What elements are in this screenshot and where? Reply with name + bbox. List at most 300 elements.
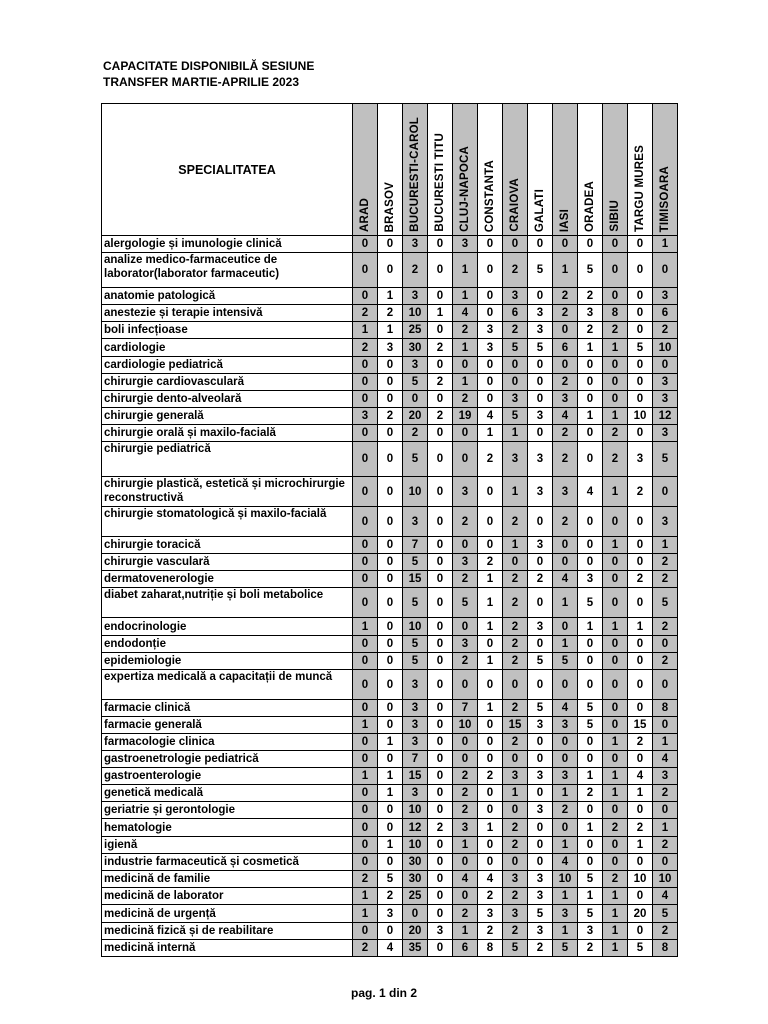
capacity-value: 0 [428, 588, 453, 618]
capacity-value: 1 [453, 253, 478, 288]
capacity-value: 4 [653, 751, 678, 768]
capacity-value: 4 [378, 940, 403, 957]
city-header [378, 104, 403, 236]
table-row [102, 537, 678, 554]
capacity-value: 0 [603, 571, 628, 588]
capacity-value: 35 [403, 940, 428, 957]
capacity-value: 3 [628, 442, 653, 477]
capacity-value: 2 [578, 785, 603, 802]
capacity-value: 0 [653, 357, 678, 374]
capacity-value: 2 [553, 507, 578, 537]
capacity-value: 1 [478, 819, 503, 837]
capacity-value: 5 [578, 871, 603, 888]
capacity-value: 0 [578, 236, 603, 253]
city-header [478, 104, 503, 236]
capacity-value: 3 [478, 339, 503, 357]
capacity-value: 4 [478, 408, 503, 425]
specialty-name: diabet zaharat,nutriție și boli metabolice [102, 588, 353, 618]
capacity-value: 0 [628, 425, 653, 442]
city-header [528, 104, 553, 236]
specialty-name: anestezie și terapie intensivă [102, 305, 353, 322]
capacity-value: 2 [503, 253, 528, 288]
capacity-value: 3 [403, 700, 428, 717]
capacity-value: 0 [353, 588, 378, 618]
capacity-value: 2 [603, 322, 628, 339]
capacity-value: 0 [553, 322, 578, 339]
capacity-value: 3 [428, 923, 453, 940]
capacity-value: 3 [578, 571, 603, 588]
capacity-value: 1 [653, 236, 678, 253]
capacity-value: 5 [653, 588, 678, 618]
capacity-value: 0 [628, 305, 653, 322]
capacity-value: 5 [528, 339, 553, 357]
capacity-value: 0 [603, 357, 628, 374]
table-row [102, 588, 678, 618]
capacity-value: 5 [628, 940, 653, 957]
capacity-value: 3 [653, 425, 678, 442]
capacity-value: 5 [553, 653, 578, 670]
capacity-value: 0 [628, 357, 653, 374]
capacity-value: 3 [378, 339, 403, 357]
capacity-value: 0 [353, 507, 378, 537]
capacity-value: 0 [453, 425, 478, 442]
city-header [403, 104, 428, 236]
table-row [102, 374, 678, 391]
table-row [102, 923, 678, 940]
city-header-label: CONSTANTA [484, 159, 496, 232]
capacity-value: 2 [603, 871, 628, 888]
capacity-value: 0 [578, 751, 603, 768]
capacity-value: 3 [503, 288, 528, 305]
capacity-value: 1 [378, 288, 403, 305]
capacity-value: 5 [503, 339, 528, 357]
capacity-value: 30 [403, 339, 428, 357]
table-row [102, 305, 678, 322]
capacity-value: 0 [478, 253, 503, 288]
capacity-value: 3 [528, 322, 553, 339]
capacity-value: 5 [503, 408, 528, 425]
table-row [102, 618, 678, 636]
capacity-value: 0 [628, 253, 653, 288]
capacity-value: 3 [528, 537, 553, 554]
capacity-value: 0 [353, 802, 378, 819]
table-row [102, 322, 678, 339]
specialty-name: alergologie și imunologie clinică [102, 236, 353, 253]
table-row [102, 751, 678, 768]
capacity-value: 1 [353, 717, 378, 734]
capacity-value: 3 [403, 717, 428, 734]
capacity-value: 0 [478, 751, 503, 768]
capacity-value: 1 [453, 374, 478, 391]
capacity-value: 0 [528, 507, 553, 537]
capacity-value: 2 [453, 802, 478, 819]
capacity-value: 1 [378, 322, 403, 339]
capacity-value: 3 [553, 905, 578, 923]
city-header-label: IASI [559, 208, 571, 232]
capacity-value: 0 [428, 940, 453, 957]
capacity-value: 1 [478, 700, 503, 717]
capacity-value: 1 [353, 322, 378, 339]
capacity-value: 0 [528, 588, 553, 618]
capacity-value: 2 [478, 768, 503, 785]
capacity-value: 0 [528, 236, 553, 253]
capacity-value: 2 [503, 837, 528, 854]
capacity-value: 3 [528, 408, 553, 425]
capacity-value: 0 [578, 802, 603, 819]
capacity-value: 0 [453, 357, 478, 374]
capacity-value: 2 [353, 339, 378, 357]
city-header-label: BRASOV [384, 181, 396, 232]
specialty-name: cardiologie pediatrică [102, 357, 353, 374]
capacity-value: 0 [453, 670, 478, 700]
capacity-value: 0 [628, 751, 653, 768]
capacity-value: 2 [653, 785, 678, 802]
capacity-value: 2 [628, 734, 653, 751]
capacity-value: 5 [553, 940, 578, 957]
capacity-value: 7 [403, 751, 428, 768]
capacity-value: 0 [378, 636, 403, 653]
capacity-value: 3 [403, 734, 428, 751]
capacity-value: 0 [478, 636, 503, 653]
capacity-value: 1 [503, 477, 528, 507]
capacity-value: 10 [628, 871, 653, 888]
specialty-name: gastroenetrologie pediatrică [102, 751, 353, 768]
capacity-value: 1 [503, 537, 528, 554]
capacity-value: 6 [503, 305, 528, 322]
capacity-value: 3 [503, 871, 528, 888]
capacity-value: 5 [453, 588, 478, 618]
capacity-value: 10 [403, 802, 428, 819]
document-title [103, 58, 314, 90]
capacity-value: 2 [653, 837, 678, 854]
capacity-value: 0 [378, 670, 403, 700]
capacity-value: 1 [653, 819, 678, 837]
capacity-value: 1 [553, 785, 578, 802]
capacity-value: 0 [378, 425, 403, 442]
capacity-value: 2 [578, 940, 603, 957]
capacity-value: 2 [453, 507, 478, 537]
capacity-value: 0 [428, 670, 453, 700]
specialty-name: gastroenterologie [102, 768, 353, 785]
table-row [102, 571, 678, 588]
capacity-value: 0 [378, 618, 403, 636]
capacity-value: 1 [578, 768, 603, 785]
city-header [578, 104, 603, 236]
capacity-value: 0 [378, 588, 403, 618]
capacity-value: 0 [553, 734, 578, 751]
capacity-value: 2 [428, 339, 453, 357]
table-header-row [102, 104, 678, 236]
table-row [102, 871, 678, 888]
specialty-name: medicină de familie [102, 871, 353, 888]
capacity-value: 0 [628, 888, 653, 905]
capacity-value: 0 [603, 374, 628, 391]
capacity-value: 12 [403, 819, 428, 837]
capacity-value: 5 [578, 717, 603, 734]
capacity-value: 0 [378, 751, 403, 768]
capacity-value: 0 [428, 785, 453, 802]
capacity-value: 0 [503, 854, 528, 871]
capacity-value: 0 [653, 253, 678, 288]
capacity-value: 0 [528, 374, 553, 391]
capacity-value: 0 [528, 819, 553, 837]
capacity-value: 3 [528, 768, 553, 785]
table-row [102, 425, 678, 442]
capacity-value: 1 [478, 588, 503, 618]
table-row [102, 888, 678, 905]
capacity-value: 1 [653, 537, 678, 554]
capacity-value: 0 [428, 717, 453, 734]
capacity-value: 1 [603, 477, 628, 507]
table-row [102, 785, 678, 802]
capacity-value: 2 [603, 442, 628, 477]
table-row [102, 837, 678, 854]
capacity-value: 8 [653, 940, 678, 957]
capacity-value: 0 [603, 837, 628, 854]
capacity-value: 0 [528, 636, 553, 653]
capacity-value: 10 [653, 871, 678, 888]
specialty-name: chirurgie orală și maxilo-facială [102, 425, 353, 442]
capacity-value: 1 [628, 837, 653, 854]
capacity-value: 8 [653, 700, 678, 717]
city-header [653, 104, 678, 236]
capacity-value: 0 [603, 700, 628, 717]
capacity-value: 2 [503, 653, 528, 670]
capacity-value: 0 [603, 236, 628, 253]
capacity-value: 10 [628, 408, 653, 425]
capacity-value: 0 [553, 751, 578, 768]
capacity-value: 0 [578, 357, 603, 374]
specialty-name: chirurgie generală [102, 408, 353, 425]
capacity-value: 2 [553, 802, 578, 819]
specialty-name: farmacie generală [102, 717, 353, 734]
capacity-value: 2 [503, 588, 528, 618]
capacity-value: 1 [503, 425, 528, 442]
table-row [102, 357, 678, 374]
capacity-value: 0 [428, 554, 453, 571]
table-row [102, 700, 678, 717]
city-header [603, 104, 628, 236]
capacity-value: 0 [603, 636, 628, 653]
capacity-value: 0 [603, 253, 628, 288]
capacity-value: 2 [503, 507, 528, 537]
capacity-value: 0 [603, 588, 628, 618]
capacity-value: 0 [353, 670, 378, 700]
specialty-name: chirurgie vasculară [102, 554, 353, 571]
capacity-value: 3 [653, 507, 678, 537]
capacity-value: 0 [653, 854, 678, 871]
city-header-label: GALATI [534, 188, 546, 232]
city-header [628, 104, 653, 236]
capacity-value: 0 [478, 802, 503, 819]
specialty-name: expertiza medicală a capacitații de muncă [102, 670, 353, 700]
capacity-value: 3 [578, 923, 603, 940]
capacity-value: 1 [603, 940, 628, 957]
capacity-value: 0 [478, 854, 503, 871]
capacity-value: 0 [353, 442, 378, 477]
capacity-value: 0 [628, 391, 653, 408]
capacity-value: 0 [428, 571, 453, 588]
capacity-value: 0 [378, 854, 403, 871]
capacity-value: 3 [528, 442, 553, 477]
capacity-value: 1 [478, 571, 503, 588]
capacity-value: 2 [428, 819, 453, 837]
capacity-value: 0 [578, 374, 603, 391]
capacity-value: 0 [428, 700, 453, 717]
capacity-value: 3 [453, 236, 478, 253]
city-header [503, 104, 528, 236]
capacity-value: 3 [553, 391, 578, 408]
capacity-value: 0 [503, 802, 528, 819]
capacity-value: 0 [528, 854, 553, 871]
capacity-value: 0 [478, 734, 503, 751]
specialty-name: farmacie clinică [102, 700, 353, 717]
capacity-value: 1 [603, 768, 628, 785]
capacity-value: 2 [453, 571, 478, 588]
specialty-name: medicină de laborator [102, 888, 353, 905]
capacity-value: 0 [353, 636, 378, 653]
capacity-value: 7 [403, 537, 428, 554]
capacity-value: 3 [553, 477, 578, 507]
capacity-value: 1 [603, 923, 628, 940]
capacity-value: 1 [453, 288, 478, 305]
specialty-name: medicină internă [102, 940, 353, 957]
capacity-value: 1 [353, 618, 378, 636]
capacity-value: 0 [653, 717, 678, 734]
capacity-value: 2 [453, 905, 478, 923]
capacity-value: 3 [528, 477, 553, 507]
capacity-value: 1 [603, 339, 628, 357]
capacity-value: 1 [628, 785, 653, 802]
capacity-value: 15 [403, 768, 428, 785]
capacity-value: 2 [628, 571, 653, 588]
table-row [102, 854, 678, 871]
capacity-value: 4 [553, 408, 578, 425]
table-row [102, 391, 678, 408]
capacity-value: 1 [578, 408, 603, 425]
capacity-value: 0 [528, 554, 553, 571]
capacity-value: 4 [653, 888, 678, 905]
specialty-name: endodonție [102, 636, 353, 653]
capacity-value: 6 [553, 339, 578, 357]
capacity-value: 0 [503, 670, 528, 700]
capacity-value: 5 [528, 653, 553, 670]
capacity-value: 0 [428, 391, 453, 408]
capacity-value: 4 [553, 854, 578, 871]
capacity-value: 2 [628, 819, 653, 837]
city-header [353, 104, 378, 236]
capacity-value: 0 [628, 537, 653, 554]
capacity-value: 0 [628, 923, 653, 940]
capacity-value: 2 [653, 571, 678, 588]
capacity-value: 0 [428, 871, 453, 888]
specialty-name: medicină de urgență [102, 905, 353, 923]
capacity-value: 2 [528, 571, 553, 588]
capacity-value: 0 [603, 802, 628, 819]
capacity-value: 5 [653, 442, 678, 477]
table-row [102, 734, 678, 751]
capacity-value: 2 [553, 288, 578, 305]
capacity-value: 0 [478, 305, 503, 322]
capacity-value: 0 [553, 357, 578, 374]
capacity-value: 0 [628, 636, 653, 653]
capacity-value: 2 [503, 636, 528, 653]
capacity-value: 3 [478, 322, 503, 339]
city-header-label: CRAIOVA [509, 178, 521, 232]
capacity-value: 3 [528, 923, 553, 940]
capacity-value: 1 [378, 785, 403, 802]
capacity-value: 10 [403, 477, 428, 507]
capacity-value: 0 [378, 477, 403, 507]
capacity-value: 1 [503, 785, 528, 802]
table-row [102, 717, 678, 734]
capacity-value: 0 [578, 653, 603, 670]
capacity-value: 0 [653, 670, 678, 700]
capacity-value: 0 [428, 905, 453, 923]
capacity-value: 10 [403, 618, 428, 636]
city-header-label: TIMISOARA [659, 165, 671, 232]
capacity-value: 0 [603, 670, 628, 700]
capacity-value: 0 [378, 819, 403, 837]
capacity-value: 0 [378, 357, 403, 374]
capacity-value: 0 [578, 837, 603, 854]
capacity-value: 1 [603, 408, 628, 425]
capacity-value: 2 [553, 305, 578, 322]
capacity-value: 1 [478, 425, 503, 442]
capacity-value: 0 [428, 802, 453, 819]
capacity-value: 0 [603, 653, 628, 670]
capacity-value: 0 [603, 717, 628, 734]
capacity-value: 0 [353, 854, 378, 871]
capacity-value: 0 [378, 537, 403, 554]
capacity-value: 0 [428, 425, 453, 442]
capacity-value: 0 [503, 236, 528, 253]
capacity-value: 0 [378, 653, 403, 670]
city-header [453, 104, 478, 236]
capacity-value: 2 [453, 653, 478, 670]
capacity-value: 0 [353, 554, 378, 571]
capacity-value: 0 [603, 554, 628, 571]
capacity-value: 0 [478, 785, 503, 802]
capacity-value: 1 [553, 588, 578, 618]
capacity-value: 0 [578, 507, 603, 537]
city-header [553, 104, 578, 236]
capacity-value: 0 [578, 670, 603, 700]
capacity-value: 0 [428, 888, 453, 905]
capacity-value: 0 [378, 571, 403, 588]
capacity-value: 3 [403, 236, 428, 253]
capacity-value: 4 [453, 305, 478, 322]
table-row [102, 442, 678, 477]
capacity-value: 2 [503, 734, 528, 751]
capacity-value: 0 [553, 670, 578, 700]
capacity-value: 4 [553, 571, 578, 588]
capacity-value: 3 [528, 802, 553, 819]
title-line-2: TRANSFER MARTIE-APRILIE 2023 [103, 75, 300, 89]
capacity-value: 2 [528, 940, 553, 957]
capacity-value: 0 [528, 425, 553, 442]
table-row [102, 507, 678, 537]
capacity-value: 0 [353, 837, 378, 854]
capacity-value: 15 [503, 717, 528, 734]
table-row [102, 819, 678, 837]
capacity-value: 2 [453, 785, 478, 802]
capacity-value: 20 [403, 923, 428, 940]
capacity-value: 2 [453, 768, 478, 785]
capacity-value: 0 [528, 837, 553, 854]
capacity-value: 30 [403, 871, 428, 888]
capacity-value: 0 [628, 236, 653, 253]
